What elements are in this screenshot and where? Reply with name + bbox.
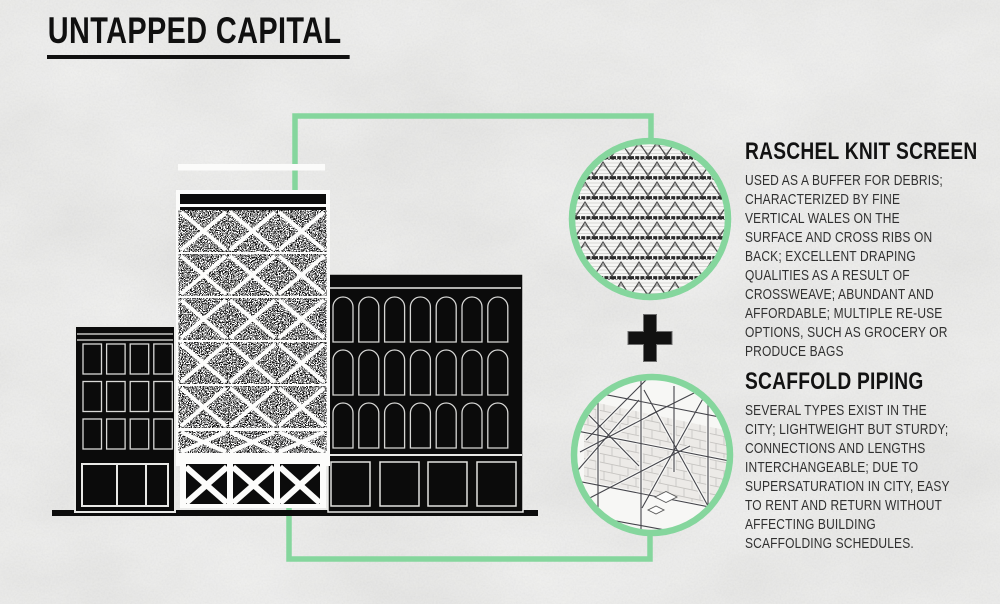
tower-top-band [180,194,326,204]
scaffold-base-bays [180,464,326,508]
scaffold-piping-drawing-circle [572,370,746,544]
roofline [178,164,325,171]
callout-title: RASCHEL KNIT SCREEN [745,138,978,165]
callout-raschel-knit-screen [745,138,978,361]
callout-title: SCAFFOLD PIPING [745,368,924,395]
callout-body: SEVERAL TYPES EXIST IN THE CITY; LIGHTWEIGHT BUT STURDY; CONNECTIONS AND LENGTHS INTERCHANGEABLE; DUE TO SUPERSATURATION IN CITY, EASY TO RENT AND RETURN WITHOUT AFFECTING BUILDING SCAFFOLDING SCHEDULES. [745,402,950,552]
callout-scaffold-piping [745,368,959,553]
debris-netting-grid [181,212,324,452]
raschel-knit-swatch-circle [572,141,728,297]
callout-body: USED AS A BUFFER FOR DEBRIS; CHARACTERIZED BY FINE VERTICAL WALES ON THE SURFACE AND CROSS RIBS ON BACK; EXCELLENT DRAPING QUALITIES AS A RESULT OF CROSSWEAVE; ABUNDANT AND AFFORDABLE; MULTIPLE RE-USE OPTIONS, SUCH AS GROCERY OR PRODUCE BAGS [745,172,948,360]
scaffold-wrapped-tower [176,164,330,508]
plus-icon [628,315,672,362]
left-storefront-building [75,326,175,512]
tower-top-band-thin [180,207,326,211]
page-title: UNTAPPED CAPITAL [47,12,349,59]
arched-window-building [328,274,523,512]
